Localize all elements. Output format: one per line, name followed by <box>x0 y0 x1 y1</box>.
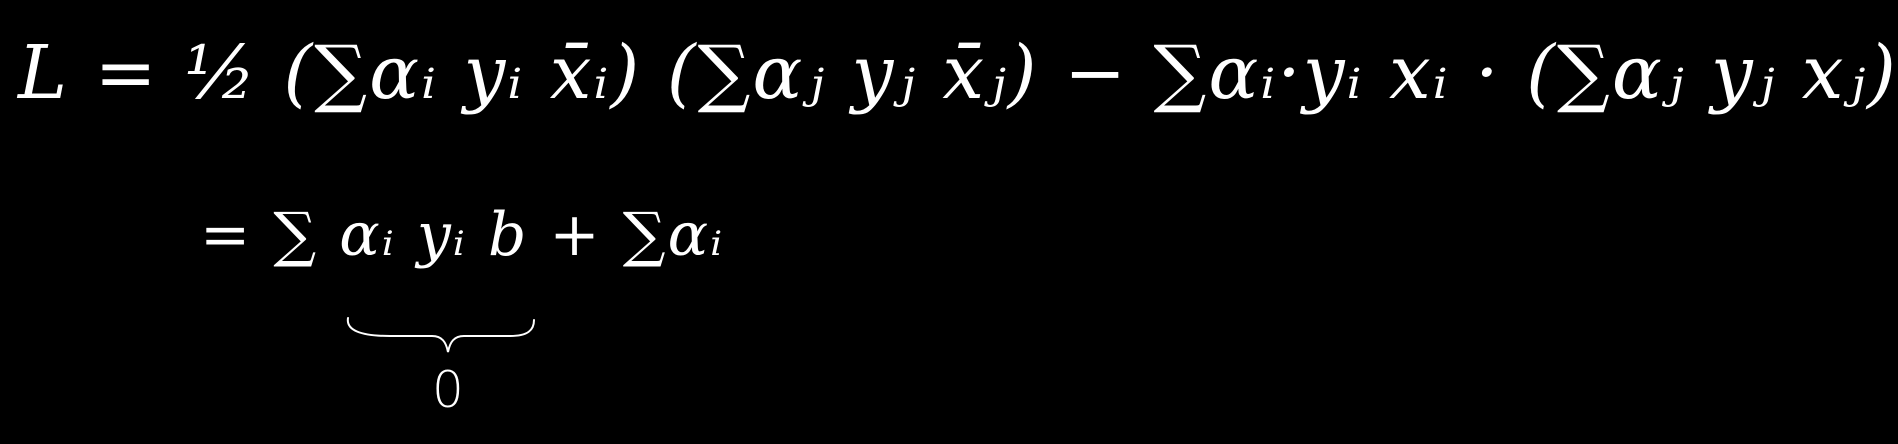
lagrangian-equation-line-2: = ∑ αᵢ yᵢ b + ∑αᵢ <box>200 200 725 270</box>
lagrangian-equation-line-1: L = ½ (∑αᵢ yᵢ x̄ᵢ) (∑αⱼ yⱼ x̄ⱼ) − ∑αᵢ·yᵢ xᵢ · (∑αⱼ yⱼ xⱼ) <box>18 30 1898 116</box>
underbrace-icon <box>340 312 540 362</box>
underbrace-value: 0 <box>432 361 464 419</box>
